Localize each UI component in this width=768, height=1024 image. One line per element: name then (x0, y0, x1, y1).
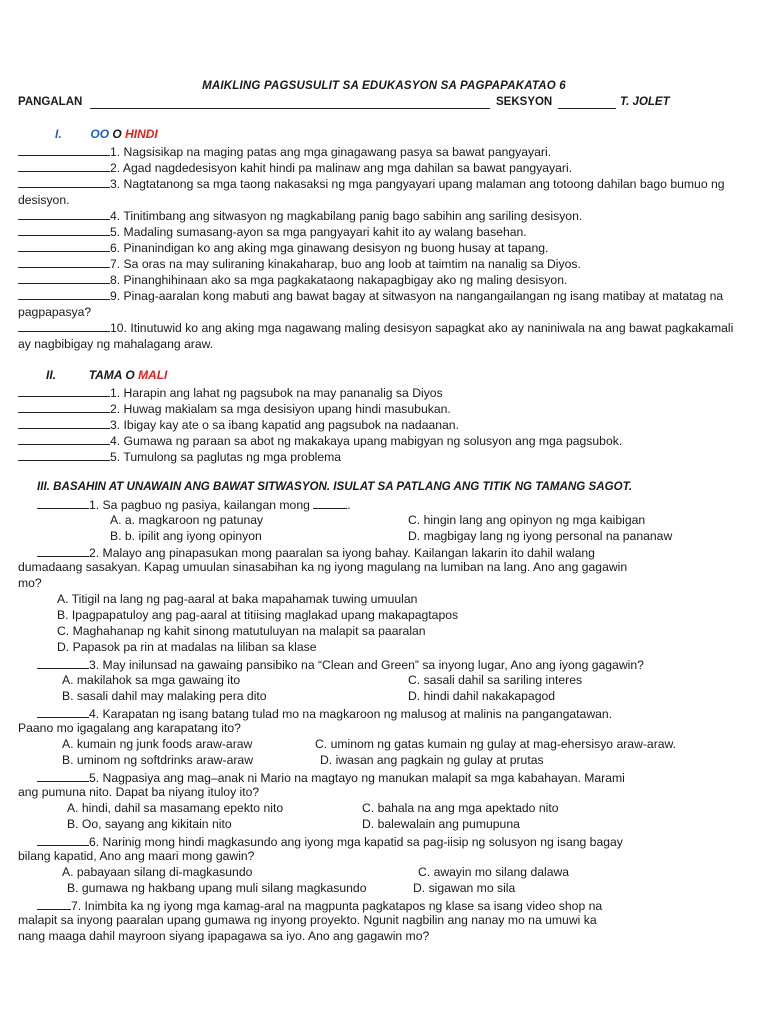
question-7-line: nang maaga dahil mayroon siyang ipapagawa sa iyo. Ano ang gagawin mo? (18, 929, 430, 943)
part1-item: 10. Itinutuwid ko ang aking mga nagawang maling desisyon sapagkat ako ay naniniwala na ang bawat pagkakamali ay nagbibigay ng mahalagang araw. (18, 321, 734, 351)
answer-blank[interactable] (18, 384, 110, 397)
q2-choice-b[interactable]: B. Ipagpapatuloy ang pag-aaral at titiising maglakad upang makapagtapos (57, 608, 459, 622)
part2-item: 1. Harapin ang lahat ng pagsubok na may pananalig sa Diyos (18, 384, 748, 402)
part1-heading (55, 127, 158, 141)
q3-choice-b[interactable]: B. sasali dahil may malaking pera dito (62, 689, 267, 703)
part1-item: 5. Madaling sumasang-ayon sa mga pangyayari kahit ito ay walang basehan. (18, 223, 748, 241)
part2-item: 4. Gumawa ng paraan sa abot ng makakaya upang mabigyan ng solusyon ang mga pagsubok. (18, 432, 748, 450)
question-4-line: Paano mo igagalang ang karapatang ito? (18, 721, 241, 735)
part1-item: 3. Nagtatanong sa mga taong nakasaksi ng mga pangyayari upang malaman ang totoong dahilan bago bumuo ng desisyon. (18, 177, 725, 207)
answer-blank[interactable] (18, 159, 110, 172)
part1-item: 2. Agad nagdedesisyon kahit hindi pa malinaw ang mga dahilan sa bawat pangyayari. (18, 159, 748, 177)
q2-choice-a[interactable]: A. Titigil na lang ng pag-aaral at baka mapahamak tuwing umuulan (57, 592, 418, 606)
answer-blank[interactable] (37, 769, 89, 782)
q5-choice-a[interactable]: A. hindi, dahil sa masamang epekto nito (67, 801, 284, 815)
q6-choice-c[interactable]: C. awayin mo silang dalawa (418, 865, 570, 879)
question-6-line: bilang kapatid, Ano ang maari mong gawin? (18, 849, 255, 863)
part2-heading (46, 368, 167, 382)
student-header (18, 96, 758, 112)
q2-choice-c[interactable]: C. Maghahanap ng kahit sinong matutuluyan na malapit sa paaralan (57, 624, 426, 638)
part1-numeral: I. (55, 127, 62, 141)
q3-choice-c[interactable]: C. sasali dahil sa sariling interes (408, 673, 583, 687)
part1-item: 6. Pinanindigan ko ang aking mga ginawang desisyon ng buong husay at tapang. (18, 239, 748, 257)
section-blank[interactable] (558, 108, 616, 109)
answer-blank[interactable] (37, 496, 89, 509)
question-4: 4. Karapatan ng isang batang tulad mo na magkaroon ng malusog at malinis na pangangatawan. (37, 705, 767, 723)
question-1: 1. Sa pagbuo ng pasiya, kailangan mong . (37, 496, 767, 514)
q1-choice-c[interactable]: C. hingin lang ang opinyon ng mga kaibigan (408, 513, 646, 527)
question-6: 6. Narinig mong hindi magkasundo ang iyong mga kapatid sa pag-iisip ng solusyon ng isang bagay (37, 833, 767, 851)
q4-choice-b[interactable]: B. uminom ng softdrinks araw-araw (62, 753, 254, 767)
part2-tama: TAMA (88, 368, 123, 382)
answer-blank[interactable] (18, 143, 110, 156)
question-7: 7. Inimbita ka ng iyong mga kamag-aral na magpunta pagkatapos ng klase sa isang video shop na (37, 897, 767, 915)
q1-choice-d[interactable]: D. magbigay lang ng iyong personal na pananaw (408, 529, 673, 543)
answer-blank[interactable] (18, 400, 110, 413)
q5-choice-d[interactable]: D. balewalain ang pumupuna (362, 817, 520, 831)
q4-choice-a[interactable]: A. kumain ng junk foods araw-araw (62, 737, 253, 751)
answer-blank[interactable] (18, 416, 110, 429)
q5-choice-b[interactable]: B. Oo, sayang ang kikitain nito (67, 817, 232, 831)
q3-choice-d[interactable]: D. hindi dahil nakakapagod (408, 689, 556, 703)
answer-blank[interactable] (18, 207, 110, 220)
answer-blank[interactable] (18, 287, 110, 300)
q4-choice-c[interactable]: C. uminom ng gatas kumain ng gulay at mag-ehersisyo araw-araw. (315, 737, 677, 751)
answer-blank[interactable] (37, 897, 71, 910)
question-5-line: ang pumuna nito. Dapat ba niyang ituloy ito? (18, 785, 260, 799)
question-2: 2. Malayo ang pinapasukan mong paaralan sa iyong bahay. Kailangan lakarin ito dahil walang (37, 544, 767, 562)
q5-choice-c[interactable]: C. bahala na ang mga apektado nito (362, 801, 559, 815)
name-label: PANGALAN (18, 96, 83, 108)
q2-choice-d[interactable]: D. Papasok pa rin at madalas na liliban sa klase (57, 640, 317, 654)
q4-choice-d[interactable]: D. iwasan ang pagkain ng gulay at prutas (320, 753, 544, 767)
teacher-name: T. JOLET (620, 96, 670, 108)
part3-heading: III. BASAHIN AT UNAWAIN ANG BAWAT SITWASYON. ISULAT SA PATLANG ANG TITIK NG TAMANG SAGOT. (37, 480, 633, 493)
q6-choice-d[interactable]: D. sigawan mo sila (413, 881, 516, 895)
question-2-line: mo? (18, 576, 42, 590)
answer-blank[interactable] (18, 448, 110, 461)
answer-blank[interactable] (18, 319, 110, 332)
part1-o: O (112, 127, 122, 141)
q3-choice-a[interactable]: A. makilahok sa mga gawaing ito (62, 673, 241, 687)
part1-item: 9. Pinag-aaralan kong mabuti ang bawat bagay at sitwasyon na nangangailangan ng isang matibay at matatag na pagpapasya? (18, 289, 724, 319)
section-label: SEKSYON (496, 96, 553, 108)
question-7-line: malapit sa inyong paaralan upang gumawa ng inyong proyekto. Ngunit nagbilin ang nanay mo na umuwi ka (18, 913, 597, 927)
question-3: 3. May inilunsad na gawaing pansibiko na “Clean and Green” sa inyong lugar, Ano ang iyong gagawin? (37, 656, 767, 674)
part2-mali: MALI (138, 368, 168, 382)
answer-blank[interactable] (18, 223, 110, 236)
part1-item: 1. Nagsisikap na maging patas ang mga ginagawang pasya sa bawat pangyayari. (18, 143, 748, 161)
q1-choice-b[interactable]: B. b. ipilit ang iyong opinyon (110, 529, 262, 543)
question-2-line: dumadaang sasakyan. Kapag umuulan sinasabihan ka ng iyong magulang na lumiban na lang. Ano ang gagawin (18, 560, 628, 574)
fill-blank[interactable] (313, 496, 347, 509)
part1-item: 4. Tinitimbang ang sitwasyon ng magkabilang panig bago sabihin ang sariling desisyon. (18, 207, 748, 225)
answer-blank[interactable] (18, 271, 110, 284)
answer-blank[interactable] (37, 544, 89, 557)
answer-blank[interactable] (18, 255, 110, 268)
part1-oo: OO (90, 127, 110, 141)
answer-blank[interactable] (18, 175, 110, 188)
part1-hindi: HINDI (125, 127, 158, 141)
answer-blank[interactable] (18, 432, 110, 445)
part1-item: 7. Sa oras na may suliraning kinakaharap, buo ang loob at taimtim na nanalig sa Diyos. (18, 255, 748, 273)
page-title: MAIKLING PAGSUSULIT SA EDUKASYON SA PAGPAPAKATAO 6 (202, 80, 566, 92)
part1-item: 8. Pinanghihinaan ako sa mga pagkakataong nakapagbigay ako ng maling desisyon. (18, 271, 748, 289)
part2-item: 5. Tumulong sa paglutas ng mga problema (18, 448, 748, 466)
part2-item: 2. Huwag makialam sa mga desisiyon upang hindi masubukan. (18, 400, 748, 418)
answer-blank[interactable] (37, 833, 89, 846)
q1-choice-a[interactable]: A. a. magkaroon ng patunay (110, 513, 264, 527)
question-5: 5. Nagpasiya ang mag–anak ni Mario na magtayo ng manukan malapit sa mga kabahayan. Marami (37, 769, 767, 787)
part2-o: O (125, 368, 135, 382)
q6-choice-a[interactable]: A. pabayaan silang di-magkasundo (62, 865, 253, 879)
part2-numeral: II. (46, 368, 57, 382)
answer-blank[interactable] (37, 656, 89, 669)
answer-blank[interactable] (18, 239, 110, 252)
name-blank[interactable] (90, 108, 490, 109)
answer-blank[interactable] (37, 705, 89, 718)
part2-item: 3. Ibigay kay ate o sa ibang kapatid ang pagsubok na nadaanan. (18, 416, 748, 434)
q6-choice-b[interactable]: B. gumawa ng hakbang upang muli silang magkasundo (67, 881, 367, 895)
